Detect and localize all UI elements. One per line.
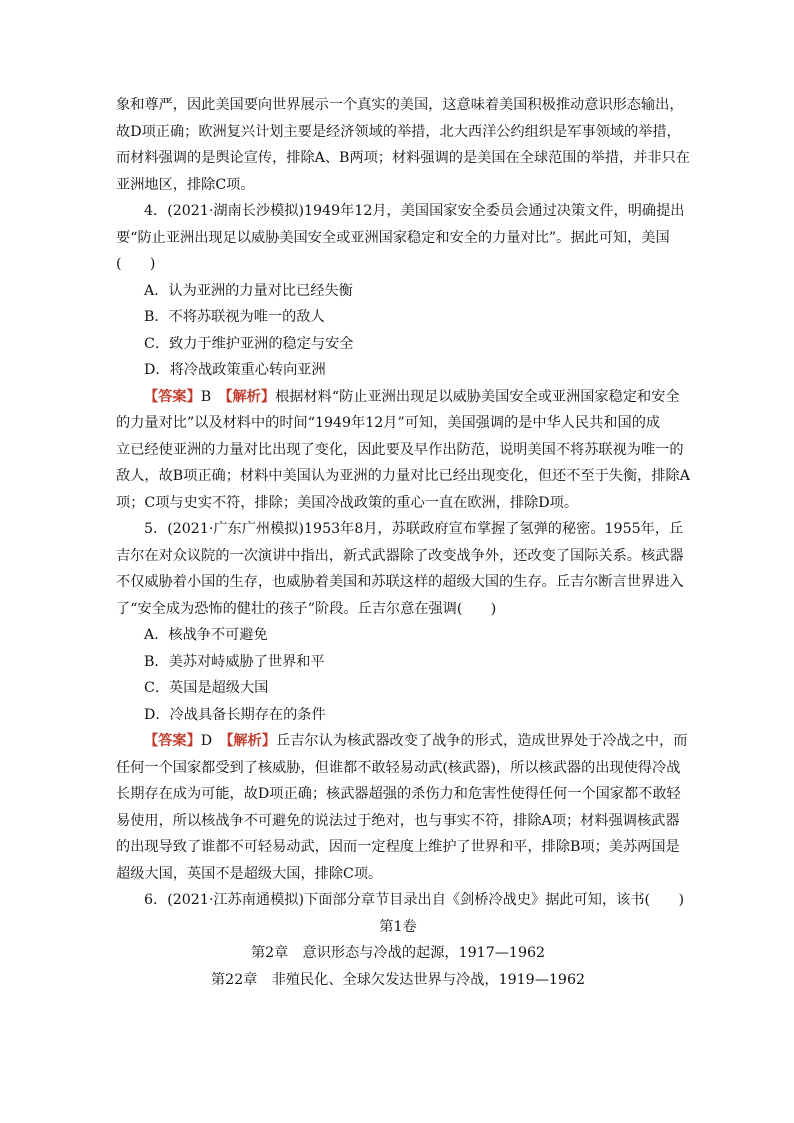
text-line: 故D项正确；欧洲复兴计划主要是经济领域的举措，北大西洋公约组织是军事领域的举措， [116,123,681,140]
question-4-option-a: A．认为亚洲的力量对比已经失衡 [144,282,353,299]
question-4-stem: 4．(2021·湖南长沙模拟)1949年12月，美国国家安全委员会通过决策文件，明确提出 [144,203,685,219]
analysis-text: 项；C项与史实不符，排除；美国冷战政策的重心一直在欧洲，排除D项。 [116,494,579,511]
text-line: 亚洲地区，排除C项。 [116,176,255,193]
question-4-stem: ( ) [116,256,156,272]
chapter-22: 第22章 非殖民化、全球欠发达世界与冷战，1919—1962 [210,971,586,988]
answer-value: B [200,388,212,405]
question-5-option-c: C．英国是超级大国 [144,680,269,696]
question-5-stem: 不仅威胁着小国的生存，也威胁着美国和苏联这样的超级大国的生存。丘吉尔断言世界进入 [116,574,684,590]
analysis-tag: 【解析】 [226,733,276,749]
analysis-text: 易使用，所以核战争不可避免的说法过于绝对，也与事实不符，排除A项；材料强调核武器 [116,812,680,829]
analysis-text: 的出现导致了谁都不可轻易动武，因而一定程度上维护了世界和平，排除B项；美苏两国是 [116,839,680,855]
analysis-text: 任何一个国家都受到了核威胁，但谁都不敢轻易动武(核武器)，所以核武器的出现使得冷战 [116,759,681,776]
analysis-text: 根据材料“防止亚洲出现足以威胁美国安全或亚洲国家稳定和安全 [275,388,680,405]
question-5-stem: 了“安全成为恐怖的健壮的孩子”阶段。丘吉尔意在强调( ) [116,600,497,617]
analysis-text: 超级大国，英国不是超级大国，排除C项。 [116,865,383,882]
analysis-text: 的力量对比”以及材料中的时间“1949年12月”可知，美国强调的是中华人民共和国的成 [116,415,661,431]
analysis-text: 长期存在成为可能，故D项正确；核武器超强的杀伤力和危害性使得任何一个国家都不敢轻 [116,786,681,802]
text-line: 而材料强调的是舆论宣传，排除A、B两项；材料强调的是美国在全球范围的举措，并非只在 [116,150,690,166]
volume-title: 第1卷 [379,918,417,935]
chapter-2: 第2章 意识形态与冷战的起源，1917—1962 [250,945,546,961]
question-4-option-d: D．将冷战政策重心转向亚洲 [144,362,326,378]
analysis-text: 敌人，故B项正确；材料中美国认为亚洲的力量对比已经出现变化，但还不至于失衡，排除A [116,468,690,484]
question-4-option-b: B．不将苏联视为唯一的敌人 [144,309,325,325]
question-5-option-a: A．核战争不可避免 [144,627,268,643]
question-5-stem: 5．(2021·广东广州模拟)1953年8月，苏联政府宣布掌握了氢弹的秘密。1955年，丘 [144,521,684,537]
text-line: 象和尊严，因此美国要向世界展示一个真实的美国，这意味着美国积极推动意识形态输出， [116,97,684,113]
answer-tag: 【答案】 [144,388,201,405]
analysis-text: 丘吉尔认为核武器改变了战争的形式，造成世界处于冷战之中，而 [276,733,688,749]
analysis-tag: 【解析】 [225,388,276,405]
question-4-answer [116,384,680,411]
question-5-answer [116,728,688,755]
question-4-option-c: C．致力于维护亚洲的稳定与安全 [144,335,354,352]
analysis-text: 立已经使亚洲的力量对比出现了变化，因此要及早作出防范，说明美国不将苏联视为唯一的 [116,441,684,458]
question-5-stem: 吉尔在对众议院的一次演讲中指出，新式武器除了改变战争外，还改变了国际关系。核武器 [116,547,684,564]
question-5-option-b: B．美苏对峙威胁了世界和平 [144,653,325,670]
question-5-option-d: D．冷战具备长期存在的条件 [144,706,326,723]
answer-tag: 【答案】 [144,733,201,749]
question-4-stem: 要“防止亚洲出现足以威胁美国安全或亚洲国家稳定和安全的力量对比”。据此可知，美国 [116,229,670,246]
question-6-stem: 6．(2021·江苏南通模拟)下面部分章节目录出自《剑桥冷战史》据此可知，该书( ) [144,892,684,908]
answer-value: D [200,733,213,749]
page-content [116,92,690,993]
